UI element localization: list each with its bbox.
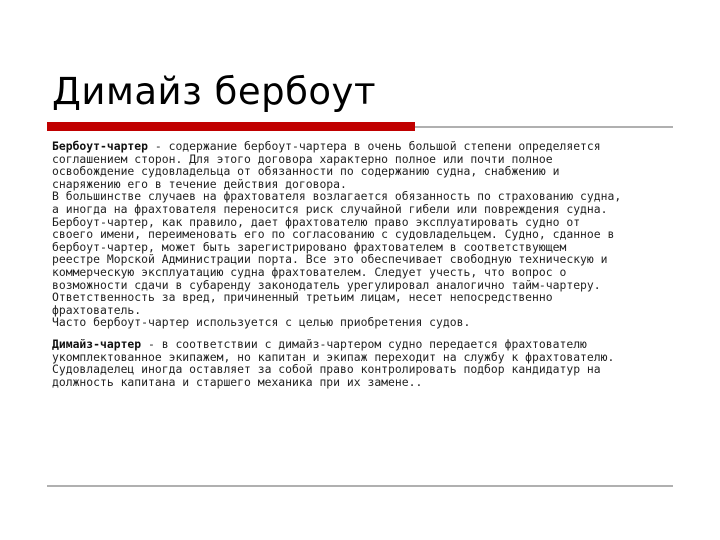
term-demise: Димайз-чартер [52,336,142,351]
paragraph-1-line-2: соглашением сторон. Для этого договора характерно полное или почти полное [52,151,553,166]
paragraph-3-line-3: бербоут-чартер, может быть зарегистрировано фрахтователем в соответствующем [52,239,567,254]
paragraph-5-line-3: Судовладелец иногда оставляет за собой право контролировать подбор кандидатур на [52,362,601,377]
paragraph-2-line-1: В большинстве случаев на фрахтователя возлагается обязанность по страхованию судна, [52,189,622,204]
paragraph-2-line-2: а иногда на фрахтователя переносится риск случайной гибели или повреждения судна. [52,201,608,216]
paragraph-3-line-1: Бербоут-чартер, как правило, дает фрахтователю право эксплуатировать судно от [52,214,581,229]
paragraph-4: Часто бербоут-чартер используется с целью приобретения судов. [52,315,471,330]
paragraph-3-line-4: реестре Морской Администрации порта. Все это обеспечивает свободную техническую и [52,252,608,267]
slide-title: Димайз бербоут [52,70,376,113]
paragraph-5-line-4: должность капитана и старшего механика при их замене.. [52,374,423,389]
paragraph-1-line-1: Бербоут-чартер - содержание бербоут-чартера в очень большой степени определяется [52,139,601,153]
title-underline-red [47,122,415,131]
term-bareboat: Бербоут-чартер [52,139,149,153]
paragraph-3-line-5: коммерческую эксплуатацию судна фрахтователем. Следует учесть, что вопрос о [52,264,567,279]
paragraph-5-line-2: укомплектованное экипажем, но капитан и экипаж переходит на службу к фрахтователю. [52,349,615,364]
paragraph-3-line-7: Ответственность за вред, причиненный третьим лицам, несет непосредственно [52,290,553,305]
paragraph-3-line-6: возможности сдачи в субаренду законодатель урегулировал аналогично тайм-чартеру. [52,277,601,292]
paragraph-3-line-8: фрахтователь. [52,302,142,317]
bottom-divider [47,485,673,487]
paragraph-3-line-2: своего имени, переименовать его по согласованию с судовладельцем. Судно, сданное в [52,227,615,242]
slide-body [52,140,670,388]
paragraph-1-line-4: снаряжению его в течение действия договора. [52,176,347,191]
paragraph-1-line-3: освобождение судовладельца от обязанности по содержанию судна, снабжению и [52,164,560,179]
paragraph-5-line-1: Димайз-чартер - в соответствии с димайз-чартером судно передается фрахтователю [52,336,587,351]
